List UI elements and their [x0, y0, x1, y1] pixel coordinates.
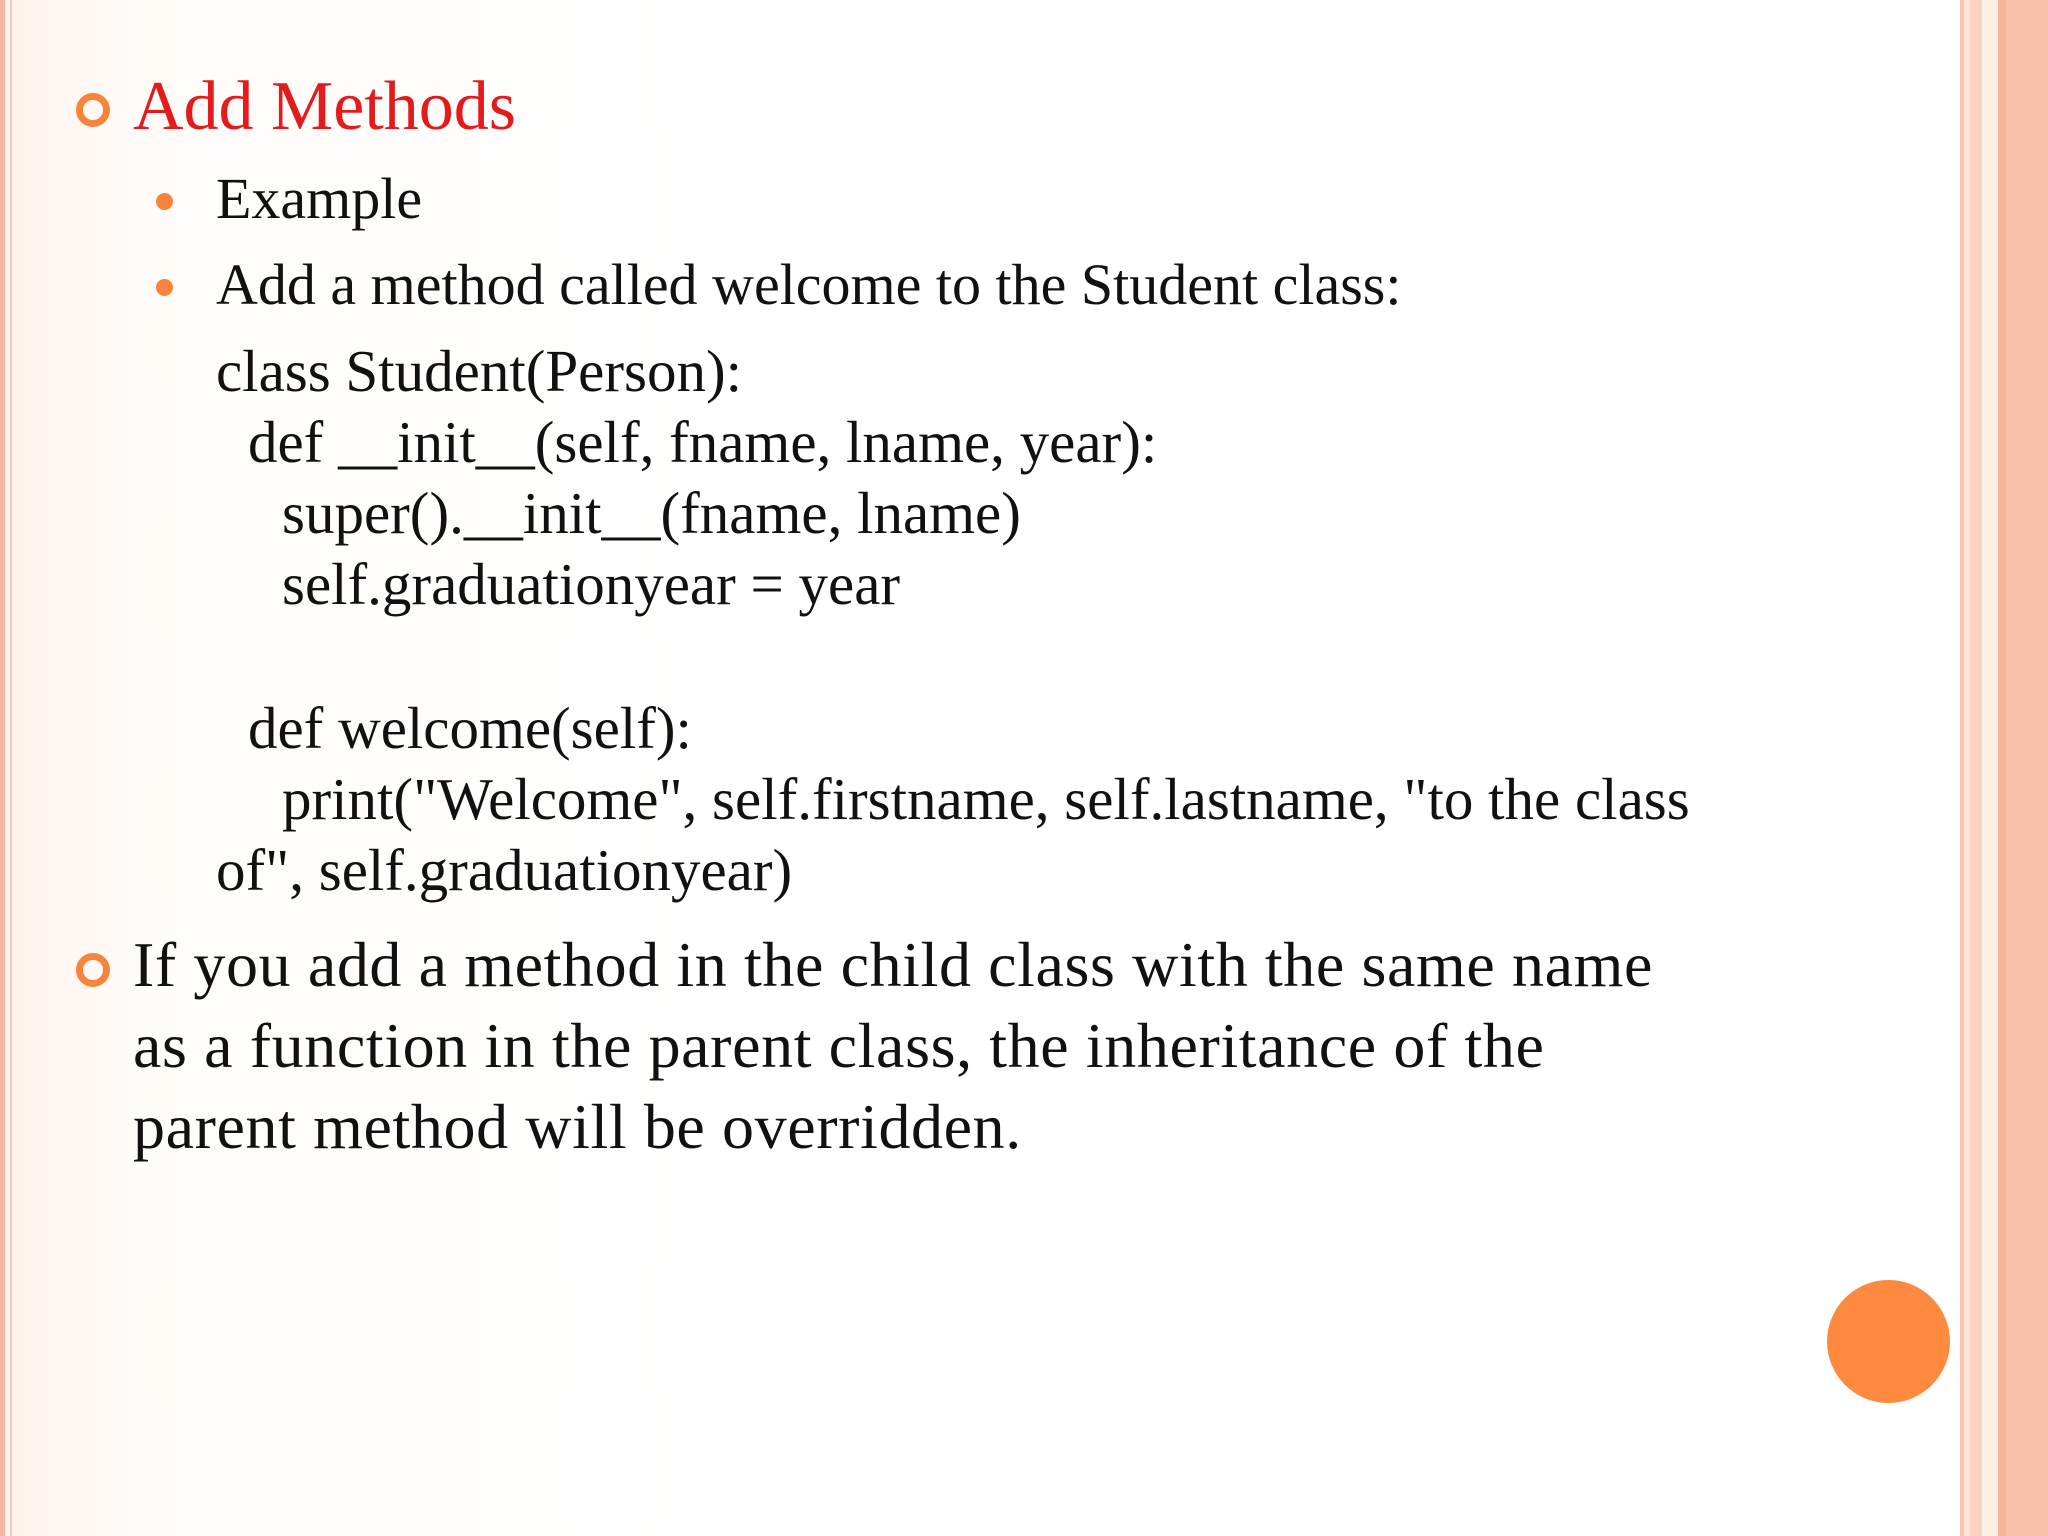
ring-bullet-icon	[76, 93, 110, 127]
paragraph-line: If you add a method in the child class with the same name	[133, 929, 1654, 1000]
right-stripe	[1998, 0, 2006, 1536]
code-line: class Student(Person):	[216, 338, 743, 404]
decorative-circle	[1827, 1280, 1950, 1403]
dot-bullet-icon	[156, 193, 173, 210]
code-line: def welcome(self):	[248, 695, 692, 761]
code-line: def __init__(self, fname, lname, year):	[248, 409, 1158, 475]
right-stripe	[1982, 0, 1998, 1536]
dot-bullet-icon	[156, 279, 173, 296]
code-line: super().__init__(fname, lname)	[282, 480, 1021, 546]
left-border	[0, 0, 5, 1536]
code-line: print("Welcome", self.firstname, self.lastname, "to the class	[282, 766, 1690, 832]
right-stripe	[2006, 0, 2048, 1536]
bullet-add-method: Add a method called welcome to the Student class:	[216, 252, 1402, 317]
right-stripe	[1970, 0, 1982, 1536]
code-line: of", self.graduationyear)	[216, 837, 793, 903]
slide-heading: Add Methods	[133, 68, 517, 145]
ring-bullet-icon	[76, 953, 110, 987]
left-border-inner	[10, 0, 12, 1536]
bullet-example: Example	[216, 166, 423, 231]
paragraph-line: as a function in the parent class, the inheritance of the	[133, 1010, 1545, 1081]
code-line: self.graduationyear = year	[282, 551, 901, 617]
paragraph-line: parent method will be overridden.	[133, 1091, 1022, 1162]
